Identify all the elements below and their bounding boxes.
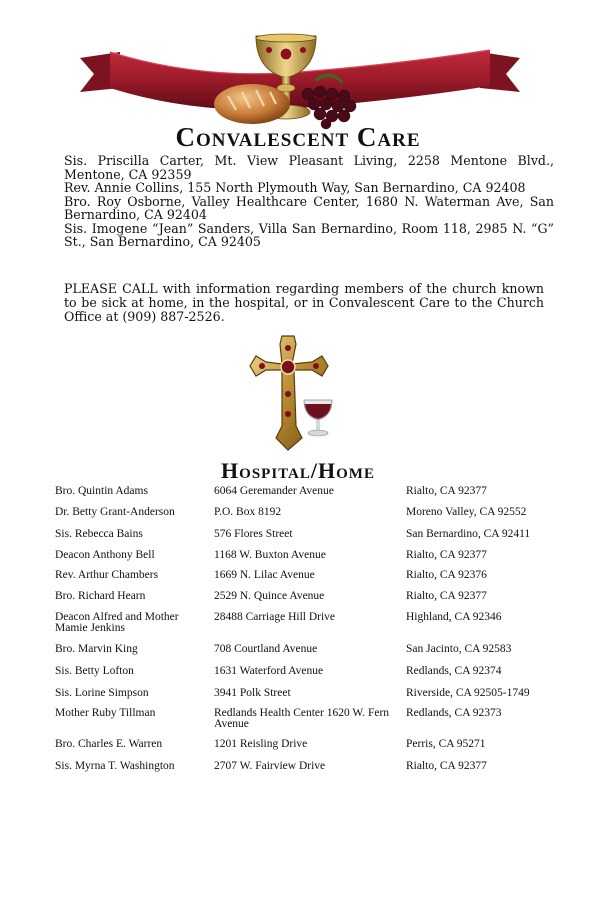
member-address: 1631 Waterford Avenue	[214, 665, 324, 677]
member-city: Redlands, CA 92374	[406, 665, 502, 677]
table-row	[55, 507, 565, 529]
member-city: Highland, CA 92346	[406, 611, 502, 623]
convalescent-care-heading: Convalescent Care	[175, 122, 421, 152]
convalescent-list	[64, 154, 554, 249]
member-name: Mother Ruby Tillman	[55, 707, 156, 719]
member-address: P.O. Box 8192	[214, 506, 282, 518]
table-row	[55, 529, 565, 550]
member-city: Moreno Valley, CA 92552	[406, 506, 527, 518]
member-name: Sis. Myrna T. Washington	[55, 760, 175, 772]
member-address: 1168 W. Buxton Avenue	[214, 549, 326, 561]
member-name: Bro. Quintin Adams	[55, 485, 148, 497]
member-city: Rialto, CA 92377	[406, 485, 487, 497]
member-city: Perris, CA 95271	[406, 738, 486, 750]
member-address: 6064 Geremander Avenue	[214, 485, 334, 497]
member-name: Bro. Marvin King	[55, 643, 138, 655]
member-city: Rialto, CA 92377	[406, 549, 487, 561]
member-name: Rev. Arthur Chambers	[55, 569, 159, 581]
convalescent-entry: Rev. Annie Collins, 155 North Plymouth Way, San Bernardino, CA 92408	[64, 180, 526, 195]
member-address: 28488 Carriage Hill Drive	[214, 611, 336, 623]
member-address: 576 Flores Street	[214, 528, 293, 540]
member-address: 2707 W. Fairview Drive	[214, 760, 326, 772]
member-address: 708 Courtland Avenue	[214, 643, 318, 655]
table-row	[55, 486, 565, 507]
member-address: 1669 N. Lilac Avenue	[214, 569, 315, 581]
member-city: San Bernardino, CA 92411	[406, 528, 531, 540]
member-address: 2529 N. Quince Avenue	[214, 590, 325, 602]
member-city: Riverside, CA 92505-1749	[406, 687, 530, 699]
hospital-home-heading: Hospital/Home	[221, 458, 375, 483]
member-address: Redlands Health Center 1620 W. Fern Avenue	[214, 707, 390, 730]
convalescent-entry: Sis. Imogene “Jean” Sanders, Villa San Bernardino, Room 118, 2985 N. “G” St., San Bernardino, CA 92405	[64, 220, 554, 249]
table-row	[55, 644, 565, 666]
member-name: Bro. Richard Hearn	[55, 590, 146, 602]
convalescent-entry: Bro. Roy Osborne, Valley Healthcare Center, 1680 N. Waterman Ave, San Bernardino, CA 92404	[64, 193, 554, 222]
convalescent-entry: Sis. Priscilla Carter, Mt. View Pleasant Living, 2258 Mentone Blvd., Mentone, CA 92359	[64, 153, 554, 182]
table-row	[55, 550, 565, 570]
hospital-home-table	[55, 486, 565, 781]
table-row	[55, 666, 565, 688]
table-row	[55, 688, 565, 708]
table-row	[55, 570, 565, 591]
member-name: Dr. Betty Grant-Anderson	[55, 506, 175, 518]
member-name: Sis. Rebecca Bains	[55, 528, 143, 540]
table-row	[55, 739, 565, 761]
member-name: Sis. Lorine Simpson	[55, 687, 149, 699]
member-name: Sis. Betty Lofton	[55, 665, 134, 677]
table-row	[55, 708, 565, 739]
member-address: 3941 Polk Street	[214, 687, 291, 699]
member-name: Deacon Anthony Bell	[55, 549, 155, 561]
cross-icon	[246, 334, 336, 452]
member-city: San Jacinto, CA 92583	[406, 643, 512, 655]
member-name: Deacon Alfred and Mother Mamie Jenkins	[55, 611, 179, 634]
member-name: Bro. Charles E. Warren	[55, 738, 163, 750]
member-city: Rialto, CA 92377	[406, 760, 487, 772]
table-row	[55, 761, 565, 781]
member-city: Rialto, CA 92377	[406, 590, 487, 602]
communion-banner-illustration	[80, 30, 520, 130]
member-city: Rialto, CA 92376	[406, 569, 487, 581]
call-notice: PLEASE CALL with information regarding members of the church known to be sick at home, in the hospital, or in Convalescent Care to the Church Office at (909) 887-2526.	[64, 281, 544, 324]
table-row	[55, 591, 565, 612]
member-city: Redlands, CA 92373	[406, 707, 502, 719]
table-row	[55, 612, 565, 644]
member-address: 1201 Reisling Drive	[214, 738, 308, 750]
